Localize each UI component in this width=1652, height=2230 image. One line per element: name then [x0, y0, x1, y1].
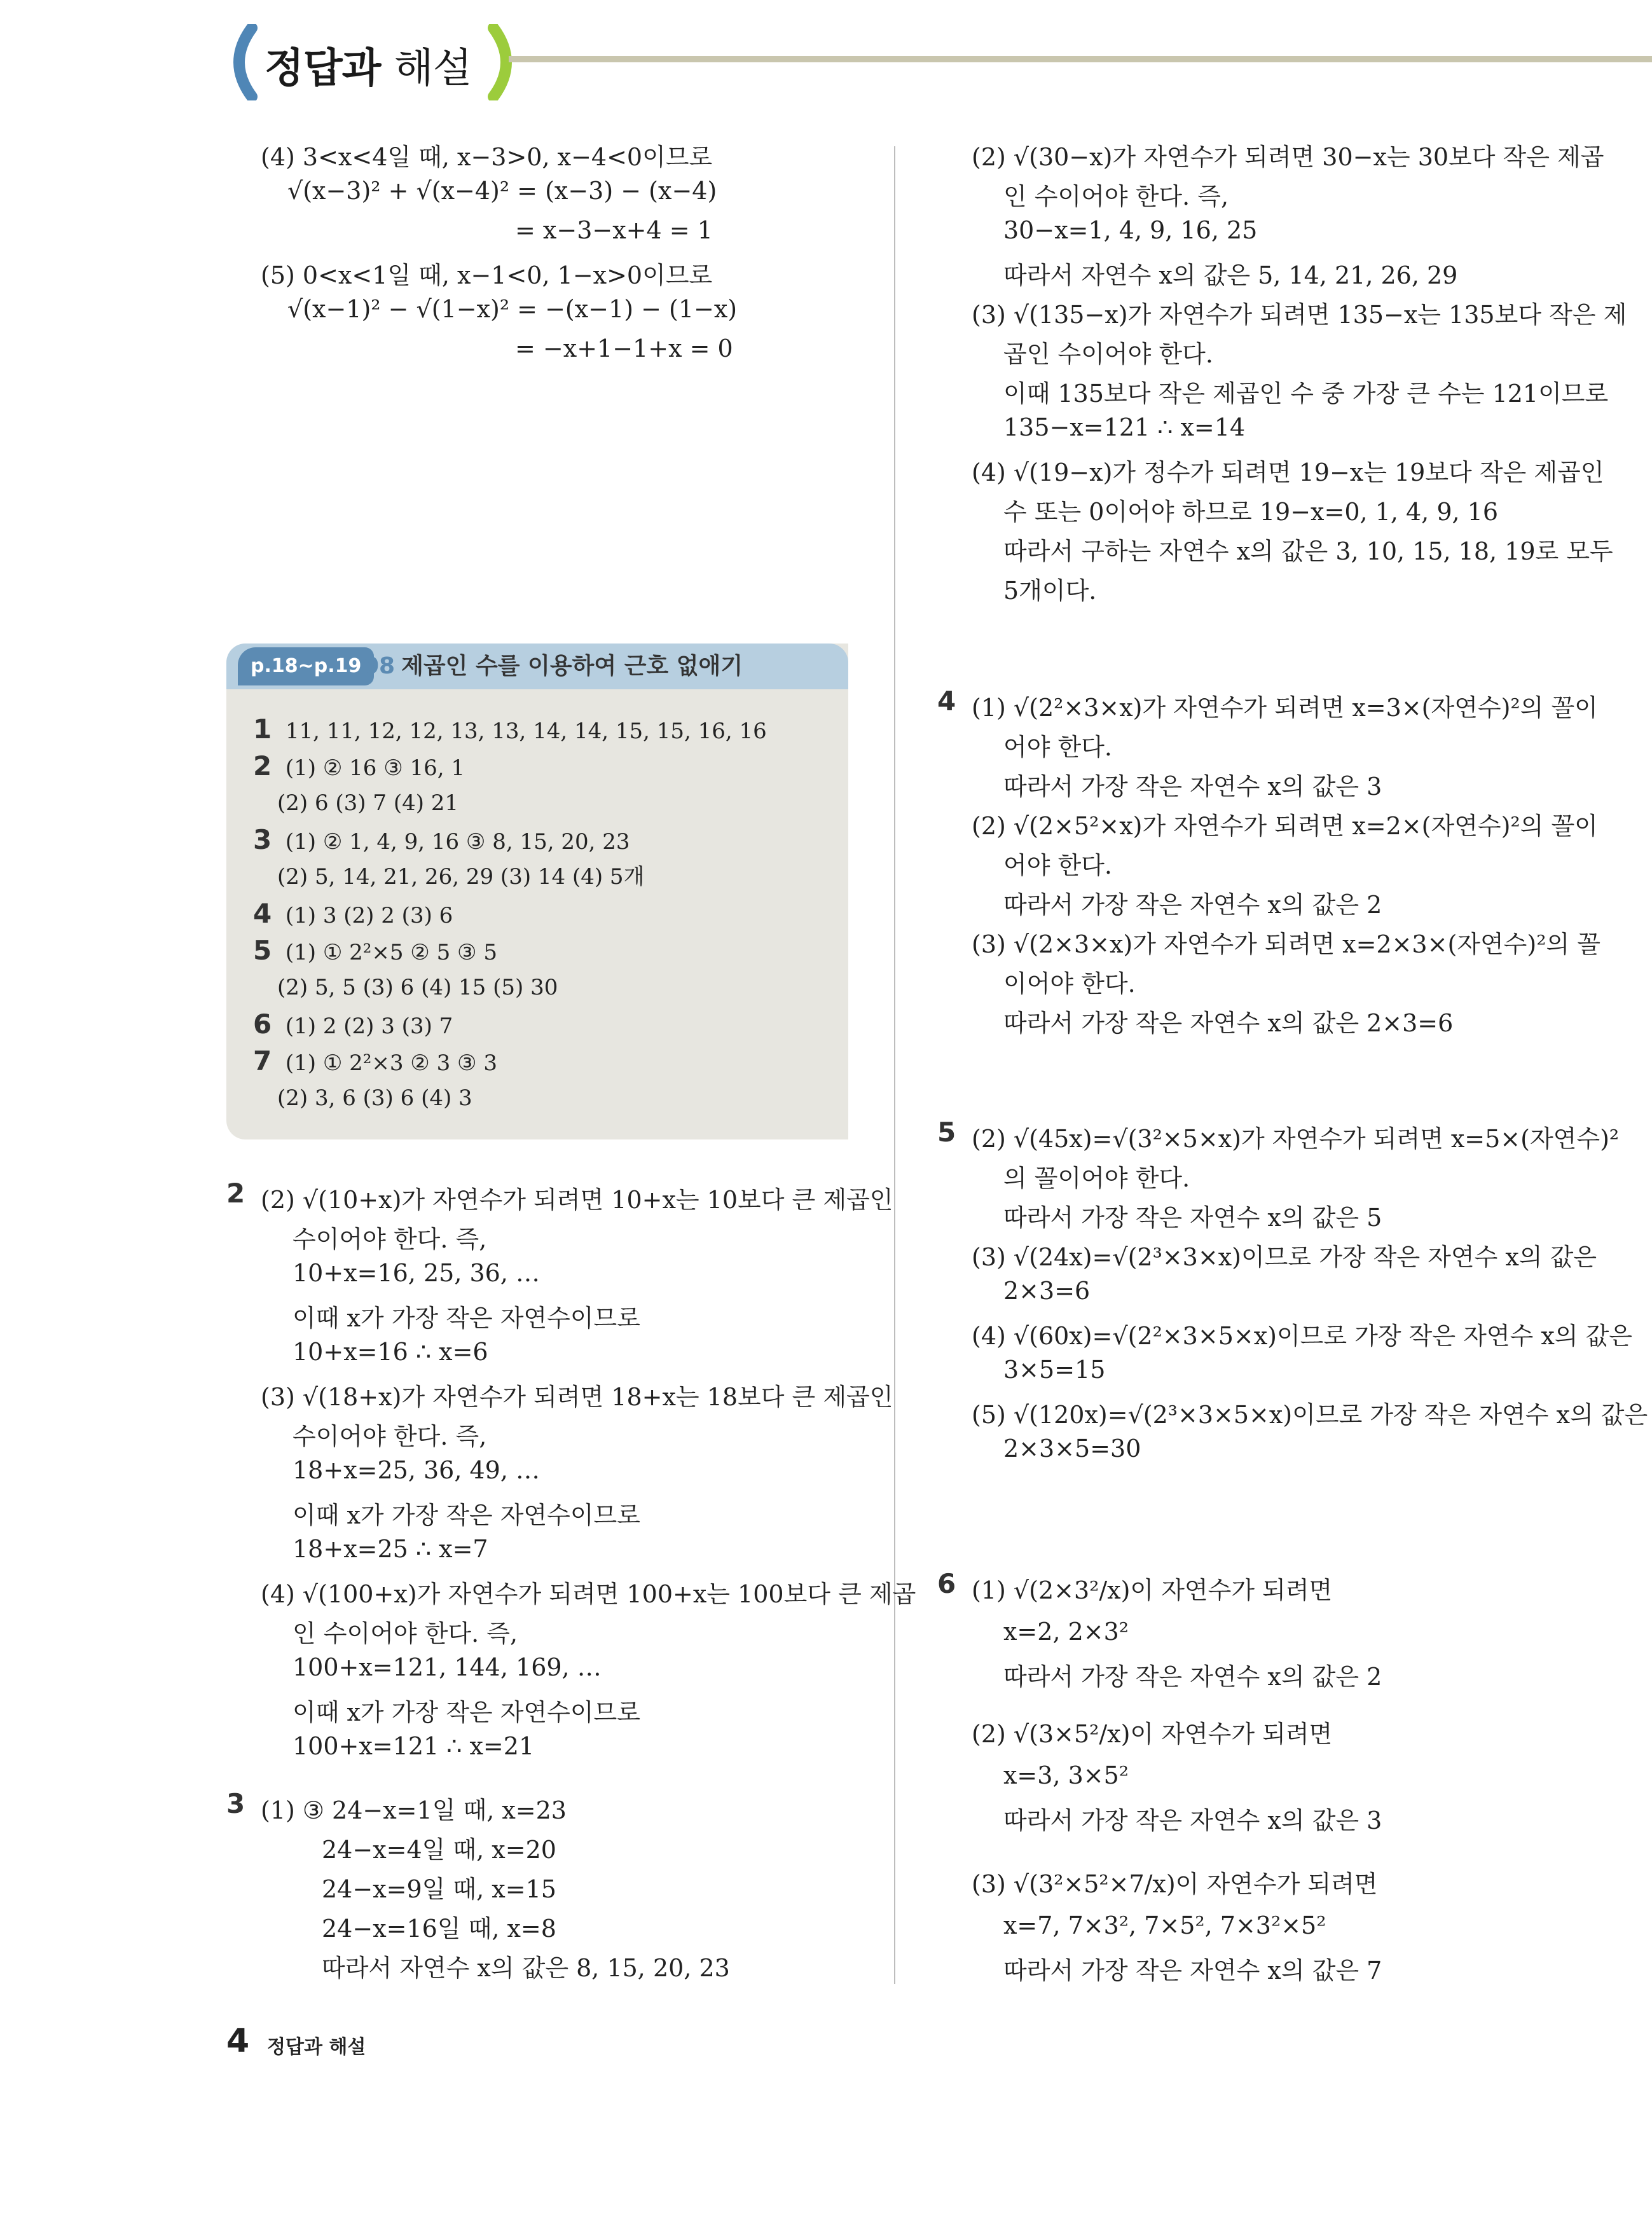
text-line: 따라서 가장 작은 자연수 x의 값은 2×3=6 — [1003, 1009, 1454, 1037]
text-line: 인 수이어야 한다. 즉, — [1003, 182, 1229, 210]
text-line: (1) ③ 24−x=1일 때, x=23 — [261, 1796, 567, 1824]
answer-line: 3 (1) ② 1, 4, 9, 16 ③ 8, 15, 20, 23 — [253, 824, 630, 855]
text-line: (3) √(135−x)가 자연수가 되려면 135−x는 135보다 작은 제 — [972, 301, 1627, 329]
text-line: √(x−1)² − √(1−x)² = −(x−1) − (1−x) — [287, 295, 738, 323]
text-line: 의 꼴이어야 한다. — [1003, 1164, 1190, 1192]
page-range-tag: p.18~p.19 — [238, 647, 374, 685]
text-line: 이때 x가 가장 작은 자연수이므로 — [293, 1304, 640, 1332]
text-line: (2) √(45x)=√(3²×5×x)가 자연수가 되려면 x=5×(자연수)² — [972, 1125, 1620, 1153]
text-line: 100+x=121 ∴ x=21 — [293, 1732, 535, 1760]
text-line: (3) √(24x)=√(2³×3×x)이므로 가장 작은 자연수 x의 값은 — [972, 1243, 1597, 1271]
text-line: 이어야 한다. — [1003, 970, 1136, 998]
text-line: 따라서 가장 작은 자연수 x의 값은 3 — [1003, 773, 1382, 801]
text-line: 18+x=25 ∴ x=7 — [293, 1535, 488, 1563]
text-line: x=2, 2×3² — [1003, 1618, 1129, 1646]
answer-line: (2) 6 (3) 7 (4) 21 — [277, 790, 459, 816]
text-line: (4) 3<x<4일 때, x−3>0, x−4<0이므로 — [261, 143, 713, 171]
text-line: 3×5=15 — [1003, 1356, 1106, 1384]
text-line: 10+x=16, 25, 36, … — [293, 1259, 540, 1287]
answer-line: (2) 5, 5 (3) 6 (4) 15 (5) 30 — [277, 975, 558, 1000]
text-line: (2) √(2×5²×x)가 자연수가 되려면 x=2×(자연수)²의 꼴이 — [972, 812, 1598, 840]
text-line: (3) √(2×3×x)가 자연수가 되려면 x=2×3×(자연수)²의 꼴 — [972, 930, 1600, 958]
text-line: 24−x=16일 때, x=8 — [322, 1915, 556, 1943]
text-line: 30−x=1, 4, 9, 16, 25 — [1003, 216, 1258, 244]
answer-line: 2 (1) ② 16 ③ 16, 1 — [253, 750, 465, 781]
text-line: (3) √(3²×5²×7/x)이 자연수가 되려면 — [972, 1870, 1378, 1898]
text-line: 이때 x가 가장 작은 자연수이므로 — [293, 1501, 640, 1529]
right-bracket — [493, 28, 506, 97]
text-line: 어야 한다. — [1003, 733, 1112, 761]
answer-line: 1 11, 11, 12, 12, 13, 13, 14, 14, 15, 15, 16, 16 — [253, 713, 767, 745]
text-line: 135−x=121 ∴ x=14 — [1003, 413, 1246, 441]
footer-label: 정답과 해설 — [267, 2036, 366, 2058]
text-line: 따라서 가장 작은 자연수 x의 값은 5 — [1003, 1204, 1382, 1232]
text-line: (1) √(2×3²/x)이 자연수가 되려면 — [972, 1576, 1333, 1604]
answer-line: 4 (1) 3 (2) 2 (3) 6 — [253, 898, 453, 929]
text-line: 어야 한다. — [1003, 851, 1112, 879]
text-line: 따라서 가장 작은 자연수 x의 값은 2 — [1003, 891, 1382, 919]
answer-line: (2) 5, 14, 21, 26, 29 (3) 14 (4) 5개 — [277, 864, 645, 890]
page-title: 정답과 해설 — [265, 45, 472, 92]
text-line: 18+x=25, 36, 49, … — [293, 1456, 540, 1484]
text-line: 인 수이어야 한다. 즉, — [293, 1620, 518, 1648]
text-line: (4) √(60x)=√(2²×3×5×x)이므로 가장 작은 자연수 x의 값은 — [972, 1322, 1633, 1350]
header-rule — [509, 56, 1652, 62]
text-line: (3) √(18+x)가 자연수가 되려면 18+x는 18보다 큰 제곱인 — [261, 1383, 893, 1411]
text-line: 따라서 구하는 자연수 x의 값은 3, 10, 15, 18, 19로 모두 — [1003, 537, 1613, 565]
text-line: 따라서 자연수 x의 값은 5, 14, 21, 26, 29 — [1003, 261, 1458, 289]
question-number: 2 — [226, 1178, 245, 1209]
text-line: (1) √(2²×3×x)가 자연수가 되려면 x=3×(자연수)²의 꼴이 — [972, 694, 1598, 722]
answer-line: (2) 3, 6 (3) 6 (4) 3 — [277, 1085, 472, 1111]
text-line: 2×3×5=30 — [1003, 1435, 1141, 1463]
text-line: 곱인 수이어야 한다. — [1003, 340, 1213, 368]
text-line: 따라서 가장 작은 자연수 x의 값은 3 — [1003, 1807, 1382, 1834]
answer-line: 6 (1) 2 (2) 3 (3) 7 — [253, 1008, 453, 1040]
text-line: = −x+1−1+x = 0 — [515, 334, 733, 362]
answer-line: 5 (1) ① 2²×5 ② 5 ③ 5 — [253, 935, 497, 966]
text-line: 2×3=6 — [1003, 1277, 1091, 1305]
text-line: 수이어야 한다. 즉, — [293, 1422, 487, 1450]
text-line: (2) √(3×5²/x)이 자연수가 되려면 — [972, 1720, 1333, 1748]
answer-box-header — [226, 644, 848, 689]
text-line: 따라서 자연수 x의 값은 8, 15, 20, 23 — [322, 1954, 730, 1982]
text-line: (2) √(10+x)가 자연수가 되려면 10+x는 10보다 큰 제곱인 — [261, 1186, 893, 1214]
question-number: 6 — [937, 1568, 956, 1599]
text-line: 24−x=9일 때, x=15 — [322, 1875, 556, 1903]
text-line: (4) √(19−x)가 정수가 되려면 19−x는 19보다 작은 제곱인 — [972, 458, 1604, 486]
text-line: 24−x=4일 때, x=20 — [322, 1836, 556, 1864]
text-line: 따라서 가장 작은 자연수 x의 값은 7 — [1003, 1957, 1382, 1985]
text-line: (2) √(30−x)가 자연수가 되려면 30−x는 30보다 작은 제곱 — [972, 143, 1604, 171]
text-line: x=7, 7×3², 7×5², 7×3²×5² — [1003, 1911, 1326, 1939]
text-line: = x−3−x+4 = 1 — [515, 216, 713, 244]
left-bracket — [239, 28, 252, 97]
text-line: 10+x=16 ∴ x=6 — [293, 1338, 488, 1366]
text-line: 수이어야 한다. 즉, — [293, 1225, 487, 1253]
question-number: 3 — [226, 1788, 245, 1819]
section-title: 08 제곱인 수를 이용하여 근호 없애기 — [363, 653, 743, 679]
text-line: x=3, 3×5² — [1003, 1761, 1129, 1789]
text-line: 이때 135보다 작은 제곱인 수 중 가장 큰 수는 121이므로 — [1003, 380, 1609, 408]
page-number: 4 — [226, 2022, 250, 2060]
text-line: (5) 0<x<1일 때, x−1<0, 1−x>0이므로 — [261, 261, 713, 289]
text-line: (5) √(120x)=√(2³×3×5×x)이므로 가장 작은 자연수 x의 값은 — [972, 1401, 1648, 1429]
text-line: 이때 x가 가장 작은 자연수이므로 — [293, 1698, 640, 1726]
text-line: √(x−3)² + √(x−4)² = (x−3) − (x−4) — [287, 177, 717, 205]
column-divider — [894, 146, 895, 1984]
answer-line: 7 (1) ① 2²×3 ② 3 ③ 3 — [253, 1045, 497, 1077]
text-line: (4) √(100+x)가 자연수가 되려면 100+x는 100보다 큰 제곱 — [261, 1580, 916, 1608]
page-header — [226, 24, 519, 100]
question-number: 5 — [937, 1117, 956, 1148]
text-line: 따라서 가장 작은 자연수 x의 값은 2 — [1003, 1663, 1382, 1691]
text-line: 5개이다. — [1003, 577, 1097, 605]
text-line: 100+x=121, 144, 169, … — [293, 1653, 602, 1681]
question-number: 4 — [937, 685, 956, 717]
text-line: 수 또는 0이어야 하므로 19−x=0, 1, 4, 9, 16 — [1003, 498, 1499, 526]
